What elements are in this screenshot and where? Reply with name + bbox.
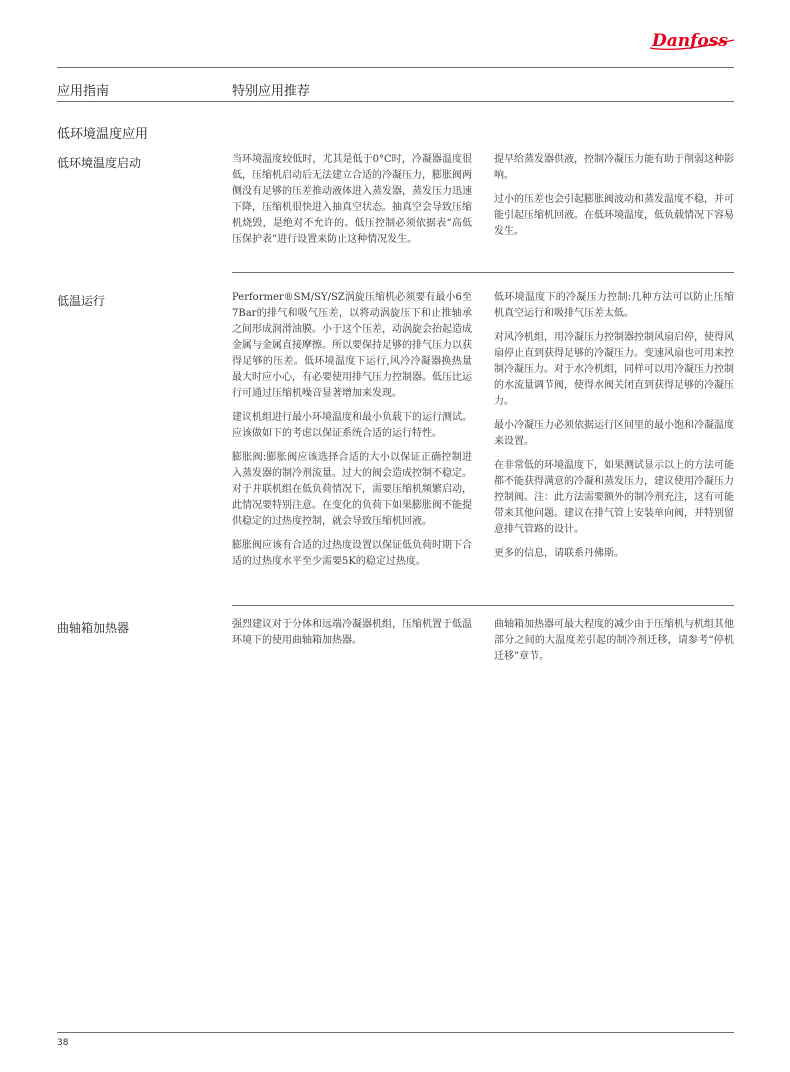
- paragraph: 最小冷凝压力必须依据运行区间里的最小饱和冷凝温度来设置。: [494, 420, 734, 447]
- paragraph: 提早给蒸发器供液，控制冷凝压力能有助于削弱这种影响。: [494, 154, 734, 181]
- paragraph: [494, 290, 734, 322]
- paragraph: 对风冷机组，用冷凝压力控制器控制风扇启停，使得风扇停止直到获得足够的冷凝压力。变速风扇也可用来控制冷凝压力。对于水冷机组，同样可以用冷凝压力控制的水流量调节阀，使得水阀关闭直到获得足够的冷凝压力。: [494, 332, 734, 407]
- divider: [232, 272, 734, 273]
- paragraph: 更多的信息，请联系丹佛斯。: [494, 548, 624, 559]
- paragraph: [232, 450, 472, 530]
- startup-col-1: [232, 152, 472, 256]
- paragraph-lead: 低环境温度下的冷凝压力控制:: [494, 292, 632, 303]
- paragraph: 当环境温度较低时，尤其是低于0°C时，冷凝器温度很低，压缩机启动后无法建立合适的冷凝压力，膨胀阀两侧没有足够的压差推动液体进入蒸发器，蒸发压力迅速下降，压缩机很快进入抽真空状态。抽真空会导致压缩机烧毁，是绝对不允许的。低压控制必须依据表“高低压保护表”进行设置来防止这种情况发生。: [232, 154, 472, 245]
- paragraph: 建议机组进行最小环境温度和最小负载下的运行测试。应该做如下的考虑以保证系统合适的运行特性。: [232, 412, 472, 439]
- paragraph: Performer®SM/SY/SZ涡旋压缩机必须要有最小6至7Bar的排气和吸气压差，以将动涡旋压下和止推轴承之间形成润滑油膜。小于这个压差，动涡旋会抬起造成金属与金属直接摩擦。所以要保持足够的排气压力以获得足够的压差。低环境温度下运行,风冷冷凝器换热量最大时应小心，有必要使用排气压力控制器。低压比运行可通过压缩机噪音显著增加来发现。: [232, 292, 472, 399]
- low-temp-col-1: [232, 290, 472, 578]
- paragraph-lead: 膨胀阀:: [232, 452, 267, 463]
- header-topic: 特别应用推荐: [232, 84, 311, 99]
- heater-col-2: [494, 617, 734, 673]
- section-label-crankcase-heater: 曲轴箱加热器: [57, 621, 130, 635]
- paragraph-body: 膨胀阀应该选择合适的大小以保证正确控制进入蒸发器的制冷剂流量。过大的阀会造成控制不稳定。对于并联机组在低负荷情况下，需要压缩机频繁启动，此情况要特别注意。在变化的负荷下如果膨胀阀不能提供稳定的过热度控制，就会导致压缩机回液。: [232, 452, 472, 527]
- paragraph: 膨胀阀应该有合适的过热度设置以保证低负荷时期下合适的过热度水平至少需要5K的稳定过热度。: [232, 540, 472, 567]
- paragraph: 过小的压差也会引起膨胀阀波动和蒸发温度不稳，并可能引起压缩机回液。在低环境温度，低负载情况下容易发生。: [494, 194, 734, 237]
- paragraph: 在非常低的环境温度下，如果测试显示以上的方法可能都不能获得满意的冷凝和蒸发压力，建议使用冷凝压力控制阀。注：此方法需要额外的制冷剂充注，这有可能带来其他问题。建议在排气管上安装单向阀，并特别留意排气管路的设计。: [494, 460, 734, 535]
- footer-rule: [57, 1032, 734, 1033]
- danfoss-logo: [648, 26, 738, 54]
- svg-text:Danfoss: Danfoss: [652, 31, 728, 51]
- header-bottom-rule: [57, 101, 734, 102]
- section-label-low-temp-operation: 低温运行: [57, 294, 106, 308]
- heater-col-1: [232, 617, 472, 657]
- startup-col-2: [494, 152, 734, 248]
- divider: [232, 605, 734, 606]
- header-category: 应用指南: [57, 84, 110, 99]
- paragraph: 曲轴箱加热器可最大程度的减少由于压缩机与机组其他部分之间的大温度差引起的制冷剂迁移，请参考“停机迁移”章节。: [494, 619, 734, 662]
- low-temp-col-2: [494, 290, 734, 570]
- section-label-startup: 低环境温度启动: [57, 156, 142, 170]
- page-number: 38: [57, 1038, 69, 1048]
- section-title: 低环境温度应用: [57, 127, 149, 142]
- header-top-rule: [57, 67, 734, 68]
- paragraph: 强烈建议对于分体和远端冷凝器机组，压缩机置于低温环境下的使用曲轴箱加热器。: [232, 619, 472, 646]
- paragraph-body: 几种方法可以防止压缩机真空运行和吸排气压差太低。: [494, 292, 735, 319]
